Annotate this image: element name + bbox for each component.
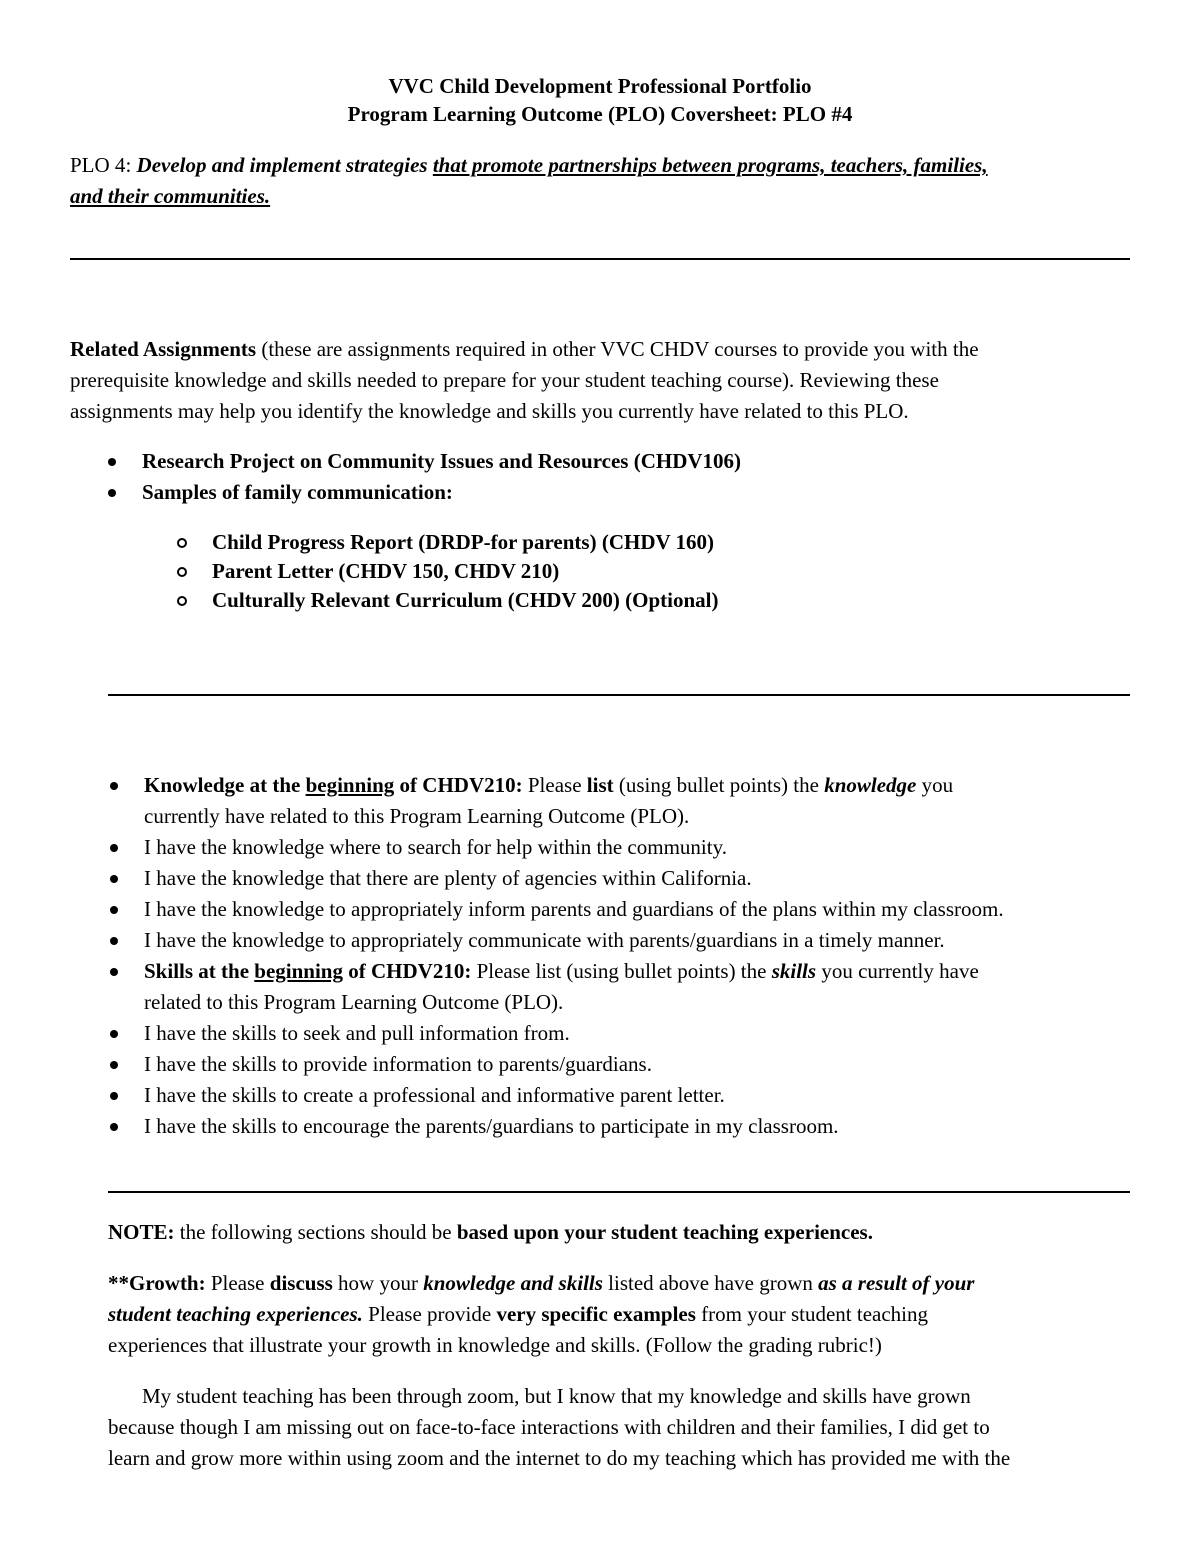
plo-underlined-text-2: and their communities. (70, 184, 271, 208)
list-item: I have the knowledge that there are plenty of agencies within California. (144, 863, 1144, 894)
document-title: VVC Child Development Professional Portfolio (388, 74, 812, 98)
circle-bullet-icon (176, 557, 188, 586)
skills-prompt: Skills at the beginning of CHDV210: Please list (using bullet points) the skills you currently have related to this Program Learning Outcome (PLO). (144, 956, 1144, 1018)
divider-2 (108, 694, 1130, 696)
list-item: I have the knowledge to appropriately communicate with parents/guardians in a timely manner. (144, 925, 1144, 956)
related-assignments-list (142, 446, 1142, 508)
bullet-icon (108, 1080, 120, 1111)
plo-statement: PLO 4: Develop and implement strategies that promote partnerships between programs, teachers, families, and their communities. (70, 153, 988, 208)
note-label: NOTE: (108, 1220, 175, 1244)
related-assignments-heading: Related Assignments (70, 337, 257, 361)
growth-response: My student teaching has been through zoom, but I know that my knowledge and skills have grown because though I am missing out on face-to-face interactions with children and their families, I did get to learn and grow more within using zoom and the internet to do my teaching which has provided me with the (108, 1384, 1011, 1470)
plo-italic-text: Develop and implement strategies (136, 153, 433, 177)
list-item: Child Progress Report (DRDP-for parents) (CHDV 160) (212, 528, 1152, 557)
bullet-icon (108, 925, 120, 956)
divider-3 (108, 1191, 1130, 1193)
circle-bullet-icon (176, 528, 188, 557)
circle-bullet-icon (176, 586, 188, 615)
list-item: I have the skills to seek and pull information from. (144, 1018, 1144, 1049)
bullet-icon (108, 1111, 120, 1142)
bullet-icon (108, 894, 120, 925)
bullet-icon (106, 446, 118, 477)
list-item: Samples of family communication: (142, 477, 1142, 508)
list-item: I have the knowledge to appropriately inform parents and guardians of the plans within my classroom. (144, 894, 1144, 925)
bullet-icon (106, 477, 118, 508)
list-item: Culturally Relevant Curriculum (CHDV 200) (Optional) (212, 586, 1152, 615)
growth-label: **Growth: (108, 1271, 206, 1295)
related-assignments-sublist (212, 528, 1152, 615)
list-item: Parent Letter (CHDV 150, CHDV 210) (212, 557, 1152, 586)
plo-label: PLO 4 (70, 153, 126, 177)
knowledge-skills-list (144, 770, 1144, 1142)
related-assignments-paragraph: Related Assignments (these are assignments required in other VVC CHDV courses to provide you with the prerequisite knowledge and skills needed to prepare for your student teaching course). Reviewing these assignments may help you identify the knowledge and skills you currently have related to this PLO. (70, 337, 979, 423)
bullet-icon (108, 863, 120, 894)
list-item: I have the knowledge where to search for help within the community. (144, 832, 1144, 863)
plo-underlined-text: that promote partnerships between programs, teachers, families, (432, 153, 988, 177)
divider-1 (70, 258, 1130, 260)
note-paragraph: NOTE: the following sections should be based upon your student teaching experiences. (108, 1220, 873, 1244)
knowledge-prompt: Knowledge at the beginning of CHDV210: Please list (using bullet points) the knowledge you currently have related to this Program Learning Outcome (PLO). (144, 770, 1144, 832)
list-item: I have the skills to provide information to parents/guardians. (144, 1049, 1144, 1080)
list-item: I have the skills to encourage the parents/guardians to participate in my classroom. (144, 1111, 1144, 1142)
list-item: Research Project on Community Issues and Resources (CHDV106) (142, 446, 1142, 477)
bullet-icon (108, 956, 120, 987)
document-subtitle: Program Learning Outcome (PLO) Coversheet: PLO #4 (347, 102, 853, 126)
bullet-icon (108, 1049, 120, 1080)
bullet-icon (108, 1018, 120, 1049)
bullet-icon (108, 832, 120, 863)
bullet-icon (108, 770, 120, 801)
growth-prompt: **Growth: Please discuss how your knowledge and skills listed above have grown as a result of your student teaching experiences. Please provide very specific examples from your student teaching experiences that illustrate your growth in knowledge and skills. (Follow the grading rubric!) (108, 1271, 975, 1357)
list-item: I have the skills to create a professional and informative parent letter. (144, 1080, 1144, 1111)
